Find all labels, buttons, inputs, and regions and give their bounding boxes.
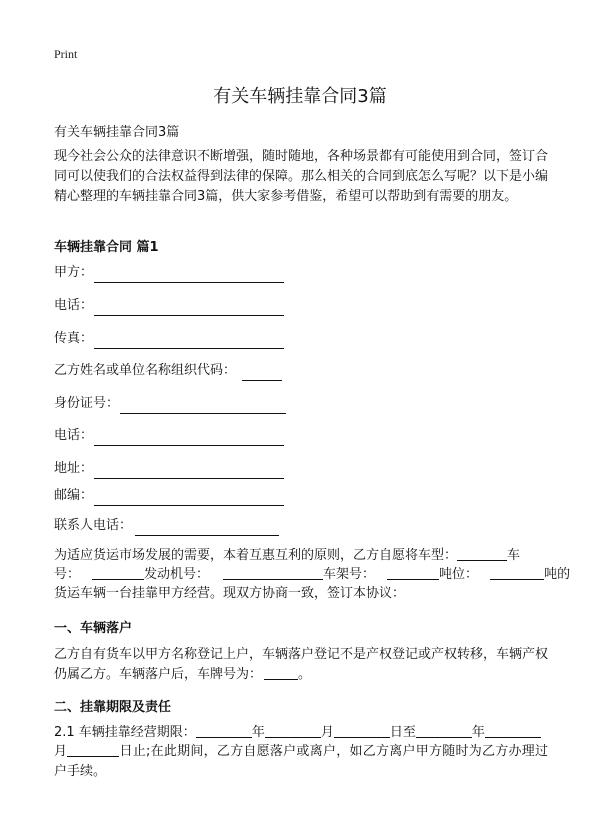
print-label[interactable]: Print [54,47,78,61]
clause-text: 日至 [389,725,416,740]
intro-paragraph: 现今社会公众的法律意识不断增强，随时随地，各种场景都有可能使用到合同，签订合同可以使我们的合法权益得到法律的保障。那么相关的合同到底怎么写呢？以下是小编精心整理的车辆挂靠合同3篇，供大家参考借鉴，希望可以帮助到有需要的朋友。 [54,149,549,204]
vehicle-line-2 [54,565,570,585]
phone-1-blank[interactable] [94,300,284,316]
vehicle-text: 货运车辆一台挂靠甲方经营。现双方协商一致，签订本协议： [54,586,406,601]
plate-blank[interactable] [92,565,144,580]
phone-2-blank[interactable] [94,430,284,446]
vehicle-text: 号： [54,567,81,582]
section-1-text: 乙方自有货车以甲方名称登记上户，车辆落户登记不是产权登记或产权转移，车辆产权仍属乙方。车辆落户后，车牌号为： [54,647,549,682]
vehicle-text: 吨的 [544,567,571,582]
clause-2-1-cont [54,742,548,782]
start-day-blank[interactable] [334,723,390,738]
field-postcode [54,486,284,506]
clause-text: 年 [471,725,485,740]
field-label: 邮编： [54,488,94,503]
field-label: 甲方： [54,265,94,280]
vehicle-text: 为适应货运市场发展的需要，本着互惠互利的原则，乙方自愿将车型： [54,548,458,563]
document-title: 有关车辆挂靠合同3篇 [213,86,387,107]
engine-no-blank[interactable] [223,565,323,580]
section-1-text-end: 。 [298,667,312,682]
field-label: 传真： [54,331,94,346]
field-phone-1 [54,296,284,316]
postcode-blank[interactable] [94,490,284,506]
field-contact-phone [54,516,279,536]
section-2-heading: 二、挂靠期限及责任 [54,700,172,715]
start-year-blank[interactable] [196,723,252,738]
vehicle-line-1 [54,546,520,566]
clause-2-1-line-1 [54,723,541,743]
vehicle-text: 车 [507,548,521,563]
license-plate-blank[interactable] [264,665,298,680]
field-party-b-name [54,361,282,381]
vehicle-text: 车架号： [323,567,376,582]
clause-text: 日止;在此期间，乙方自愿落户或离户，如乙方离户甲方随时为乙方办理过户手续。 [54,744,548,779]
field-label: 电话： [54,298,94,313]
field-label: 联系人电话： [54,518,133,533]
field-address [54,459,284,479]
vehicle-line-3 [54,584,405,604]
field-label: 乙方姓名或单位名称组织代码： [54,363,237,378]
field-party-a [54,263,284,283]
section-1-heading: 一、车辆落户 [54,621,133,636]
fax-blank[interactable] [94,333,284,349]
clause-text: 2.1 车辆挂靠经营期限： [54,725,196,740]
contact-phone-blank[interactable] [135,520,279,536]
id-number-blank[interactable] [120,398,286,414]
clause-text: 月 [320,725,334,740]
field-phone-2 [54,426,284,446]
field-fax [54,329,284,349]
clause-text: 月 [54,744,68,759]
vehicle-text: 吨位： [439,567,479,582]
tonnage-blank[interactable] [490,565,544,580]
party-a-blank[interactable] [94,267,284,283]
end-month-blank[interactable] [67,742,119,757]
section-1-paragraph [54,645,548,685]
start-month-blank[interactable] [265,723,321,738]
document-subtitle: 有关车辆挂靠合同3篇 [54,125,180,140]
contract-heading: 车辆挂靠合同 篇1 [54,240,159,255]
field-id-number [54,394,286,414]
party-b-name-blank[interactable] [242,365,282,381]
field-label: 地址： [54,461,94,476]
field-label: 身份证号： [54,396,120,411]
frame-no-blank[interactable] [387,565,439,580]
end-year-blank[interactable] [416,723,472,738]
end-year-cont-blank[interactable] [485,723,541,738]
vehicle-model-blank[interactable] [457,546,507,561]
clause-text: 年 [251,725,265,740]
vehicle-text: 发动机号： [144,567,210,582]
field-label: 电话： [54,428,94,443]
address-blank[interactable] [94,463,284,479]
